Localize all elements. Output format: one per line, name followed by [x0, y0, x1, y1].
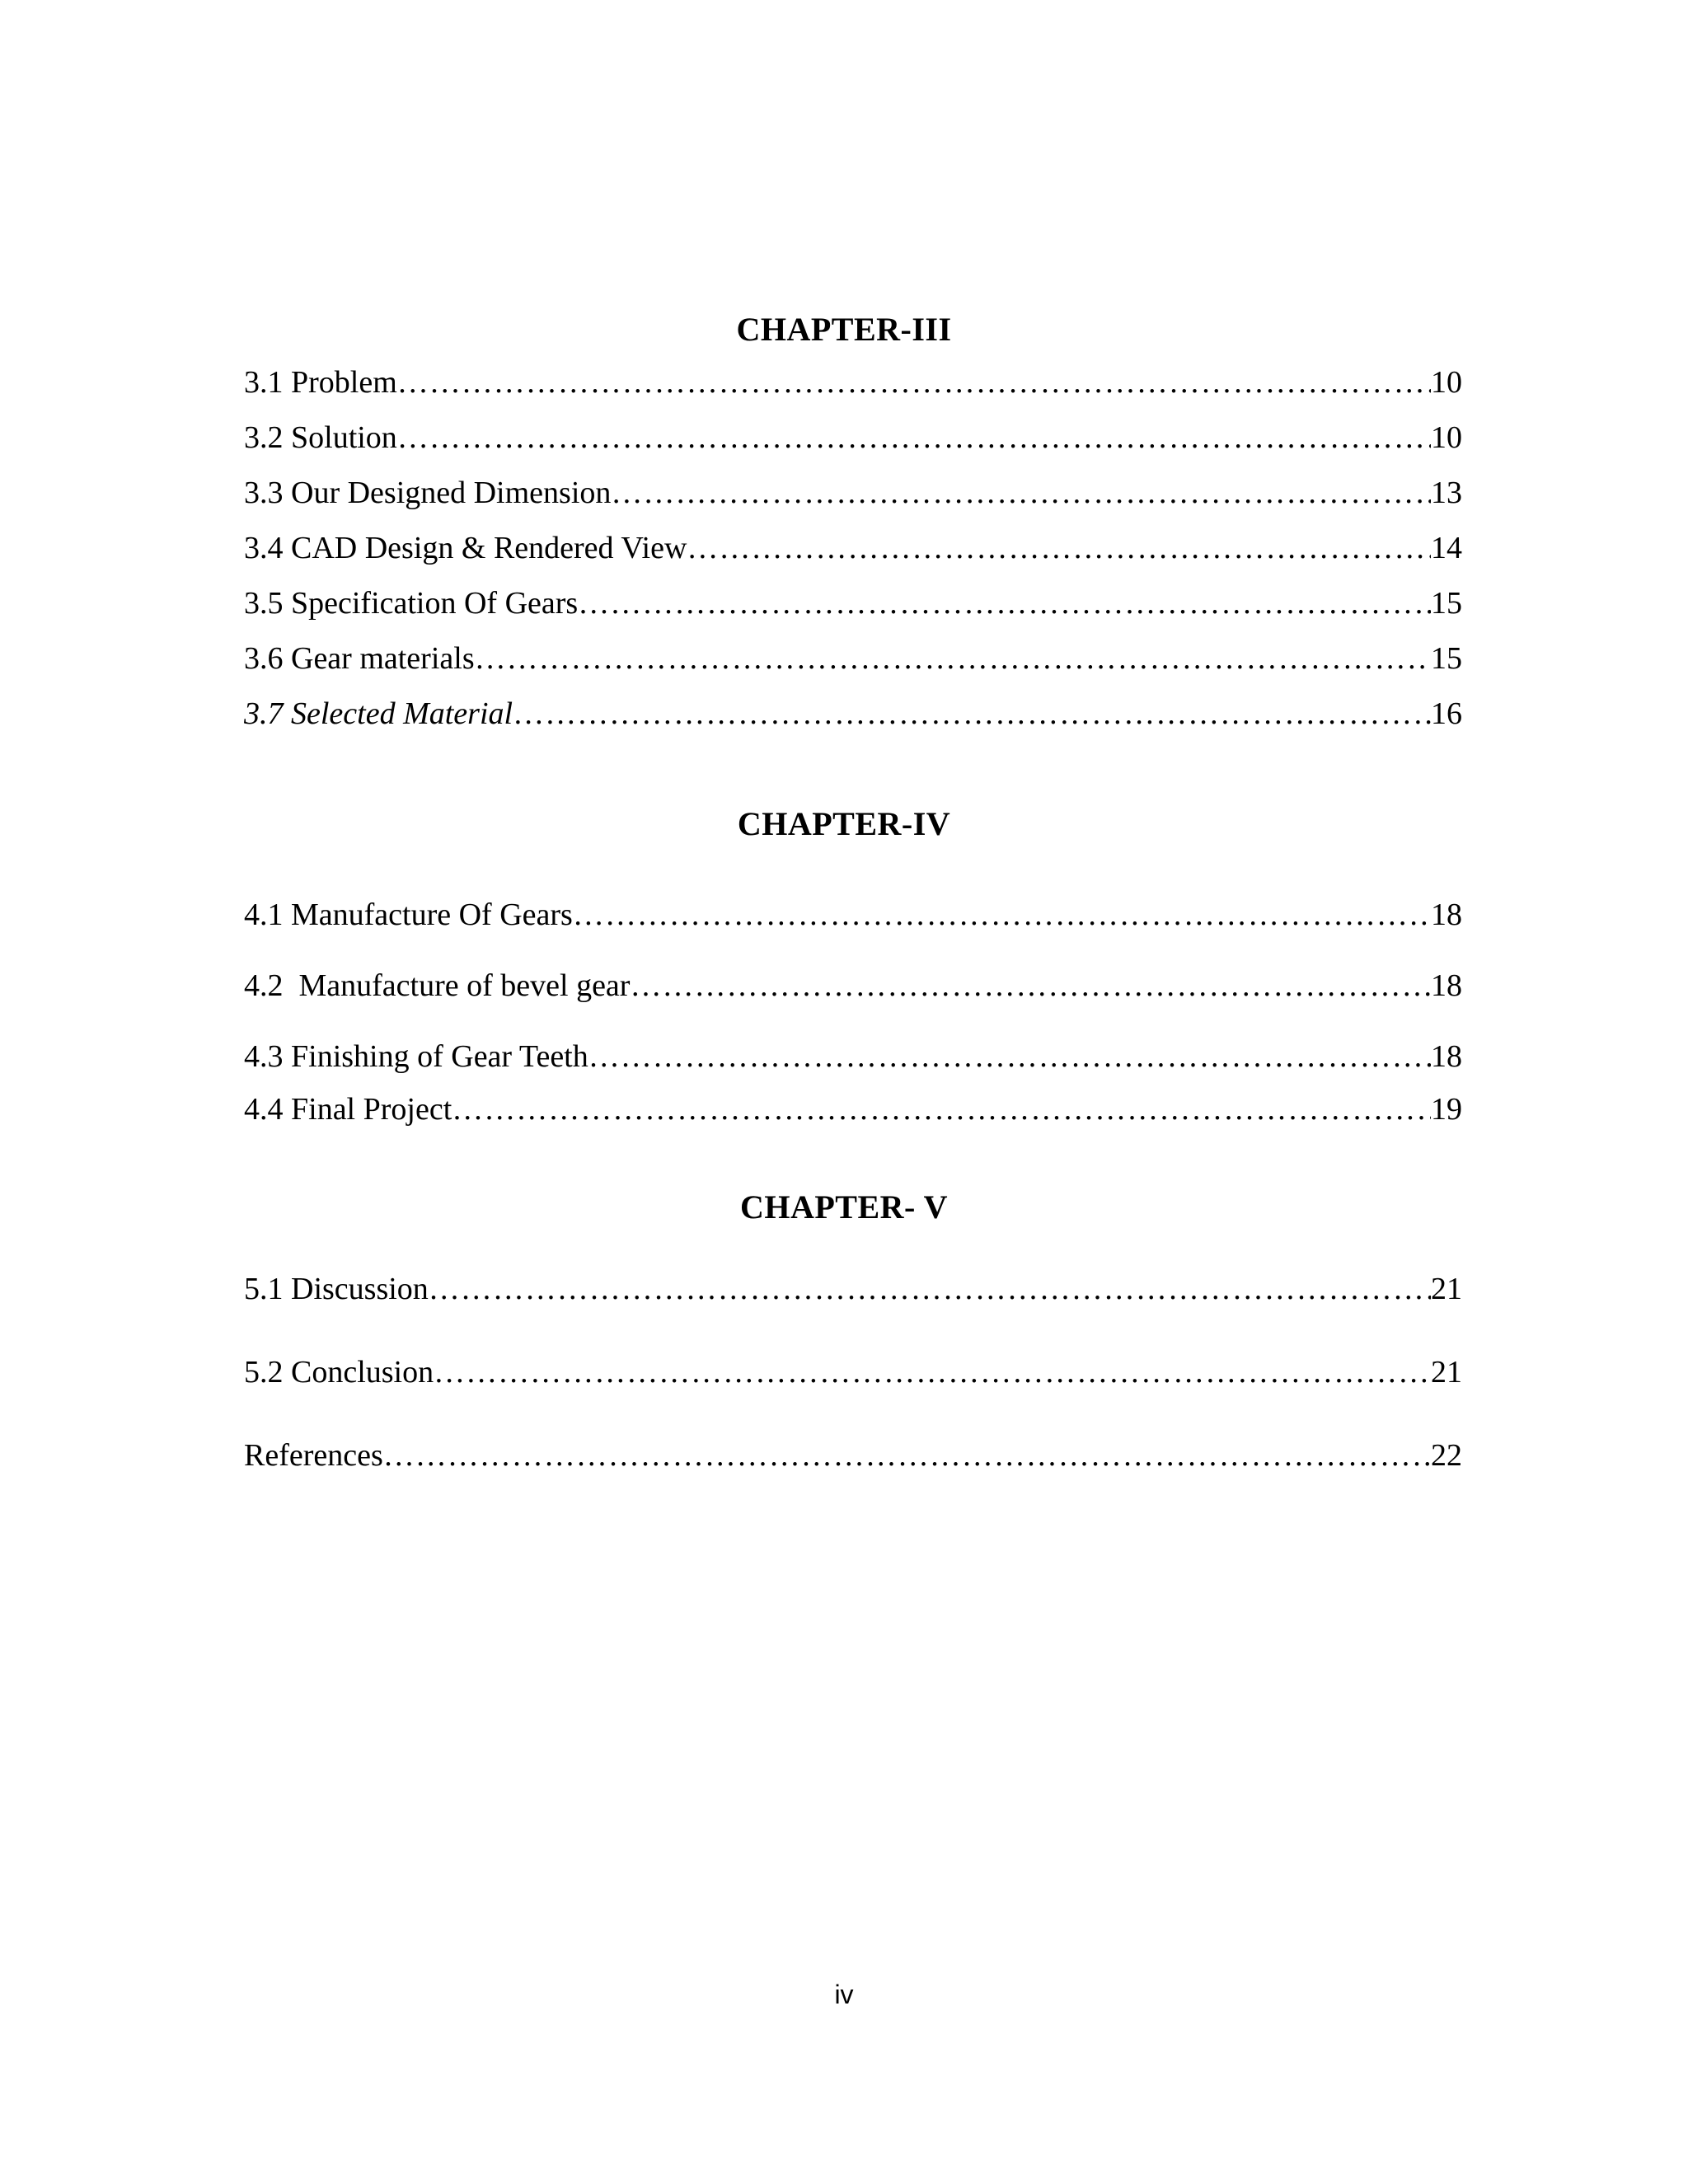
chapter-heading-3: CHAPTER-III — [736, 311, 952, 348]
toc-entry — [244, 1269, 1462, 1309]
toc-entry — [244, 1090, 1462, 1129]
toc-entry-title: 4.2 Manufacture of bevel gear — [244, 968, 631, 1003]
toc-entry — [244, 528, 1462, 568]
toc-entry-page: 22 — [1431, 1438, 1462, 1473]
toc-entry-title: 3.4 CAD Design & Rendered View — [244, 531, 687, 565]
toc-entry — [244, 583, 1462, 623]
toc-entry — [244, 473, 1462, 513]
toc-entry — [244, 363, 1462, 402]
toc-leader-dots — [578, 583, 1431, 623]
chapter-heading-4: CHAPTER-IV — [737, 805, 951, 842]
toc-entry-title: 3.2 Solution — [244, 420, 397, 455]
toc-entry-page: 13 — [1431, 476, 1462, 510]
toc-entry-page: 18 — [1431, 898, 1462, 932]
toc-entry-page: 15 — [1431, 586, 1462, 621]
toc-leader-dots — [397, 363, 1431, 402]
toc-leader-dots — [611, 473, 1431, 513]
toc-entry-title: 3.7 Selected Material — [244, 696, 513, 731]
toc-entry-page: 14 — [1431, 531, 1462, 565]
toc-entry — [244, 639, 1462, 678]
toc-entry-title: 3.5 Specification Of Gears — [244, 586, 579, 621]
toc-entry-page: 18 — [1431, 968, 1462, 1003]
toc-entry-title: 3.6 Gear materials — [244, 641, 475, 676]
toc-leader-dots — [588, 1037, 1431, 1076]
toc-leader-dots — [397, 418, 1431, 457]
toc-entry — [244, 1352, 1462, 1392]
toc-entry-title: 4.4 Final Project — [244, 1092, 452, 1127]
toc-leader-dots — [630, 966, 1431, 1005]
toc-entry — [244, 694, 1462, 733]
toc-leader-dots — [452, 1090, 1431, 1129]
toc-leader-dots — [475, 639, 1431, 678]
toc-leader-dots — [383, 1436, 1431, 1475]
toc-entry-page: 21 — [1431, 1355, 1462, 1390]
toc-entry-page: 18 — [1431, 1039, 1462, 1074]
toc-entry — [244, 418, 1462, 457]
toc-entry-page: 21 — [1431, 1272, 1462, 1306]
toc-leader-dots — [429, 1269, 1431, 1309]
toc-entry-page: 10 — [1431, 420, 1462, 455]
toc-leader-dots — [573, 895, 1431, 935]
toc-entry-title: 3.1 Problem — [244, 365, 397, 400]
toc-entry — [244, 1037, 1462, 1076]
toc-entry-title: 5.2 Conclusion — [244, 1355, 434, 1390]
toc-entry-title: 4.3 Finishing of Gear Teeth — [244, 1039, 588, 1074]
toc-leader-dots — [687, 528, 1431, 568]
toc-entry — [244, 966, 1462, 1005]
toc-leader-dots — [513, 694, 1431, 733]
toc-entry-title: 4.1 Manufacture Of Gears — [244, 898, 573, 932]
toc-entry-title: 3.3 Our Designed Dimension — [244, 476, 612, 510]
toc-entry — [244, 895, 1462, 935]
toc-entry — [244, 1436, 1462, 1475]
toc-leader-dots — [434, 1352, 1431, 1392]
toc-entry-title: References — [244, 1438, 383, 1473]
toc-entry-title: 5.1 Discussion — [244, 1272, 429, 1306]
toc-entry-page: 16 — [1431, 696, 1462, 731]
chapter-heading-5: CHAPTER- V — [739, 1188, 949, 1226]
toc-entry-page: 10 — [1431, 365, 1462, 400]
page-number: iv — [834, 1980, 854, 2009]
toc-entry-page: 15 — [1431, 641, 1462, 676]
toc-entry-page: 19 — [1431, 1092, 1462, 1127]
